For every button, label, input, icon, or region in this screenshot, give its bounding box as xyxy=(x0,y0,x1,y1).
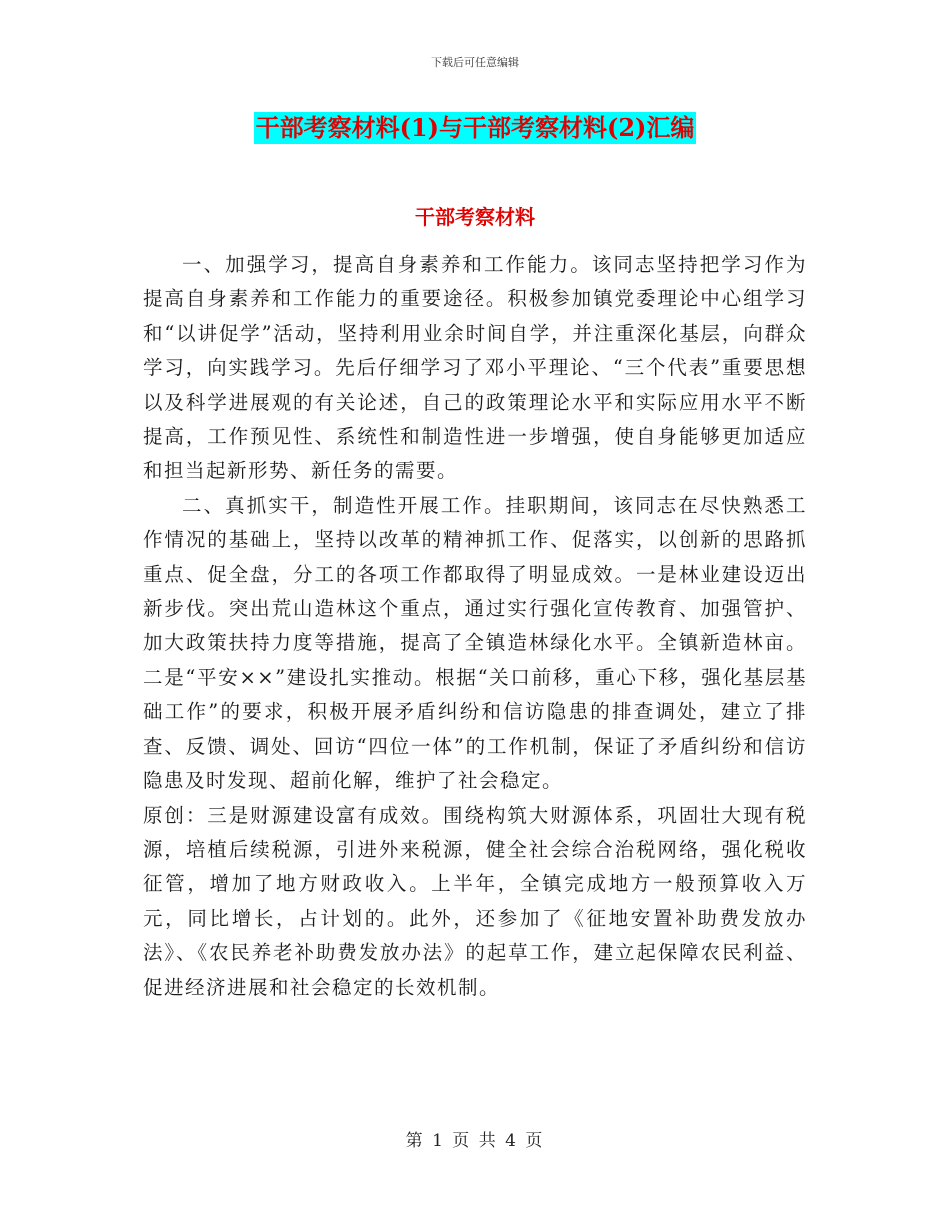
paragraph-2: 二、真抓实干，制造性开展工作。挂职期间，该同志在尽快熟悉工作情况的基础上，坚持以改革的精神抓工作、促落实，以创新的思路抓重点、促全盘，分工的各项工作都取得了明显成效。一是林业建设迈出新步伐。突出荒山造林这个重点，通过实行强化宣传教育、加强管护、加大政策扶持力度等措施，提高了全镇造林绿化水平。全镇新造林亩。二是“平安××”建设扎实推动。根据“关口前移，重心下移，强化基层基础工作”的要求，积极开展矛盾纠纷和信访隐患的排查调处，建立了排查、反馈、调处、回访“四位一体”的工作机制，保证了矛盾纠纷和信访隐患及时发现、超前化解，维护了社会稳定。 xyxy=(143,493,807,793)
page-header-note: 下载后可任意编辑 xyxy=(431,56,519,69)
document-title-container xyxy=(0,112,950,144)
document-body xyxy=(143,248,807,1005)
document-title: 干部考察材料(1)与干部考察材料(2)汇编 xyxy=(255,113,695,142)
section-title: 干部考察材料 xyxy=(415,205,535,229)
paragraph-1: 一、加强学习，提高自身素养和工作能力。该同志坚持把学习作为提高自身素养和工作能力的重要途径。积极参加镇党委理论中心组学习和“以讲促学”活动，坚持利用业余时间自学，并注重深化基层，向群众学习，向实践学习。先后仔细学习了邓小平理论、“三个代表”重要思想以及科学进展观的有关论述，自己的政策理论水平和实际应用水平不断提高，工作预见性、系统性和制造性进一步增强，使自身能够更加适应和担当起新形势、新任务的需要。 xyxy=(143,253,807,483)
page-footer: 第 1 页 共 4 页 xyxy=(405,1131,545,1151)
paragraph-3: 原创：三是财源建设富有成效。围绕构筑大财源体系，巩固壮大现有税源，培植后续税源，引进外来税源，健全社会综合治税网络，强化税收征管，增加了地方财政收入。上半年，全镇完成地方一般预算收入万元，同比增长，占计划的。此外，还参加了《征地安置补助费发放办法》、《农民养老补助费发放办法》的起草工作，建立起保障农民利益、促进经济进展和社会稳定的长效机制。 xyxy=(143,803,807,999)
